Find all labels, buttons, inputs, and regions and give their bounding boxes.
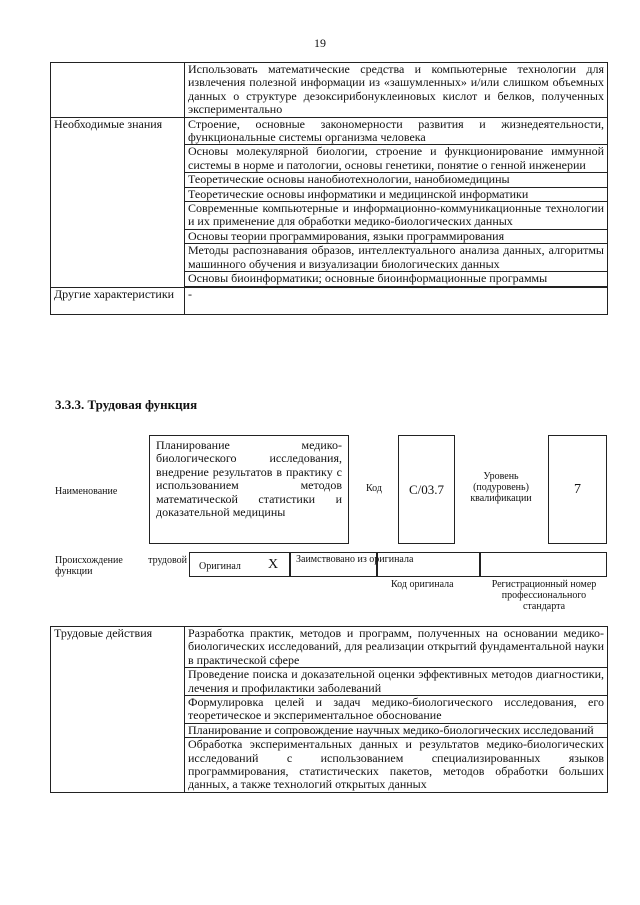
- row-label-other: Другие характеристики: [51, 287, 185, 314]
- origin-label-word2: трудовой: [148, 555, 187, 566]
- labor-actions-table: [50, 626, 608, 793]
- table-row: [51, 627, 608, 668]
- row-text: Основы биоинформатики; основные биоинформационные программы: [185, 272, 608, 286]
- row-text: Разработка практик, методов и программ, полученных на основании медико-биологических исследований, для реализации открытий фундаментальной науки в практической сфере: [185, 627, 608, 668]
- origin-label: [55, 555, 187, 577]
- row-text: Основы молекулярной биологии, строение и функционирование иммунной системы в норме и патологии, основы генетики, понятие о генной инженерии: [185, 145, 608, 173]
- table-row: [51, 287, 608, 314]
- row-label: [51, 63, 185, 118]
- reg-number-box: [480, 552, 607, 577]
- row-text: Формулировка целей и задач медико-биологического исследования, его теоретическое и экспериментальное обоснование: [185, 696, 608, 724]
- borrowed-label: Заимствовано из оригинала: [296, 554, 414, 565]
- row-text: Методы распознавания образов, интеллектуального анализа данных, алгоритмы машинного обучения и визуализации биологических данных: [185, 244, 608, 272]
- section-heading: 3.3.3. Трудовая функция: [55, 397, 198, 412]
- row-label-actions: Трудовые действия: [51, 627, 185, 793]
- table-row: [51, 117, 608, 145]
- row-text: Строение, основные закономерности развития и жизнедеятельности, функциональные системы организма человека: [185, 117, 608, 145]
- code-value: С/03.7: [398, 435, 455, 544]
- origin-label-word1: Происхождение: [55, 555, 123, 566]
- row-text: Планирование и сопровождение научных медико-биологических исследований: [185, 723, 608, 737]
- row-text: Проведение поиска и доказательной оценки эффективных методов диагностики, лечения и профилактики заболеваний: [185, 668, 608, 696]
- row-text: Обработка экспериментальных данных и результатов медико-биологических исследований с использованием специализированных языков программирования, статистических пакетов, методов обработки больших данных, а также технологий открытых данных: [185, 738, 608, 793]
- page-number: 19: [314, 36, 326, 50]
- name-value: Планирование медико-биологического исследования, внедрение результатов в практику с использованием методов математической статистики и доказательной медицины: [149, 435, 349, 544]
- level-label: Уровень (подуровень) квалификации: [470, 471, 532, 504]
- knowledge-table: [50, 62, 608, 315]
- row-label-knowledge: Необходимые знания: [51, 117, 185, 287]
- table-row: [51, 63, 608, 118]
- row-text: Основы теории программирования, языки программирования: [185, 229, 608, 243]
- row-text: Использовать математические средства и компьютерные технологии для извлечения полезной информации из «зашумленных» и/или слишком объемных данных о структуре дезоксирибонуклеиновых кислот и белков, полученных экспериментально: [185, 63, 608, 118]
- original-label: Оригинал: [199, 561, 241, 572]
- level-value: 7: [548, 435, 607, 544]
- row-text: -: [185, 287, 608, 314]
- original-code-label: Код оригинала: [391, 579, 454, 590]
- name-label: Наименование: [55, 486, 118, 497]
- row-text: Теоретические основы информатики и медицинской информатики: [185, 187, 608, 201]
- code-label: Код: [366, 483, 382, 494]
- original-mark: X: [268, 557, 279, 572]
- origin-label-word3: функции: [55, 566, 93, 577]
- row-text: Современные компьютерные и информационно-коммуникационные технологии и их применение для обработки медико-биологических данных: [185, 202, 608, 230]
- row-text: Теоретические основы нанобиотехнологии, нанобиомедицины: [185, 173, 608, 187]
- reg-number-label: Регистрационный номер профессионального стандарта: [491, 579, 597, 612]
